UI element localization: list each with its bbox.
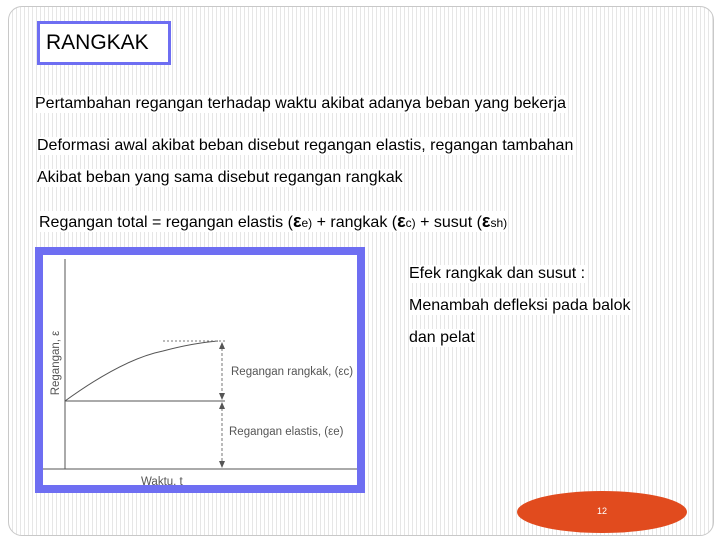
elastic-arrow-top-icon [219,402,225,409]
elastic-strain-label: Regangan elastis, (εe) [229,426,344,438]
title-box [37,21,171,65]
creep-arrow-bottom-icon [219,393,225,400]
effect-line-1: Menambah defleksi pada balok [409,297,631,314]
slide-title: RANGKAK [46,31,149,54]
y-axis-label: Regangan, ε [50,330,62,396]
figure-frame [35,247,365,493]
epsilon-shrinkage: ε [481,211,491,231]
effect-line-2: dan pelat [409,329,475,346]
text-line-3: Akibat beban yang sama disebut regangan rangkak [37,169,403,186]
strain-time-diagram [43,255,357,485]
creep-curve [65,341,218,401]
text-line-2: Deformasi awal akibat beban disebut regangan elastis, regangan tambahan [37,137,574,154]
slide [8,6,714,536]
page-number: 12 [596,506,607,516]
page-number-badge [517,491,687,533]
subscript-shrinkage: sh) [490,216,508,230]
creep-strain-label: Regangan rangkak, (εc) [231,366,354,378]
elastic-arrow-bottom-icon [219,461,225,468]
x-axis-label: Waktu, t [141,476,183,485]
effect-heading: Efek rangkak dan susut : [409,265,586,282]
creep-arrow-top-icon [219,342,225,349]
epsilon-creep: ε [397,211,406,231]
text-line-1: Pertambahan regangan terhadap waktu akibat adanya beban yang bekerja [35,95,567,112]
subscript-creep: c) [405,216,416,230]
formula-prefix: Regangan total = regangan elastis ( [39,214,293,231]
text-line-4 [39,211,507,232]
formula-mid2: + susut ( [415,214,482,231]
subscript-elastic: e) [301,216,313,230]
formula-mid: + rangkak ( [312,214,398,231]
epsilon-elastic: ε [292,211,302,231]
strain-time-figure [43,255,357,485]
